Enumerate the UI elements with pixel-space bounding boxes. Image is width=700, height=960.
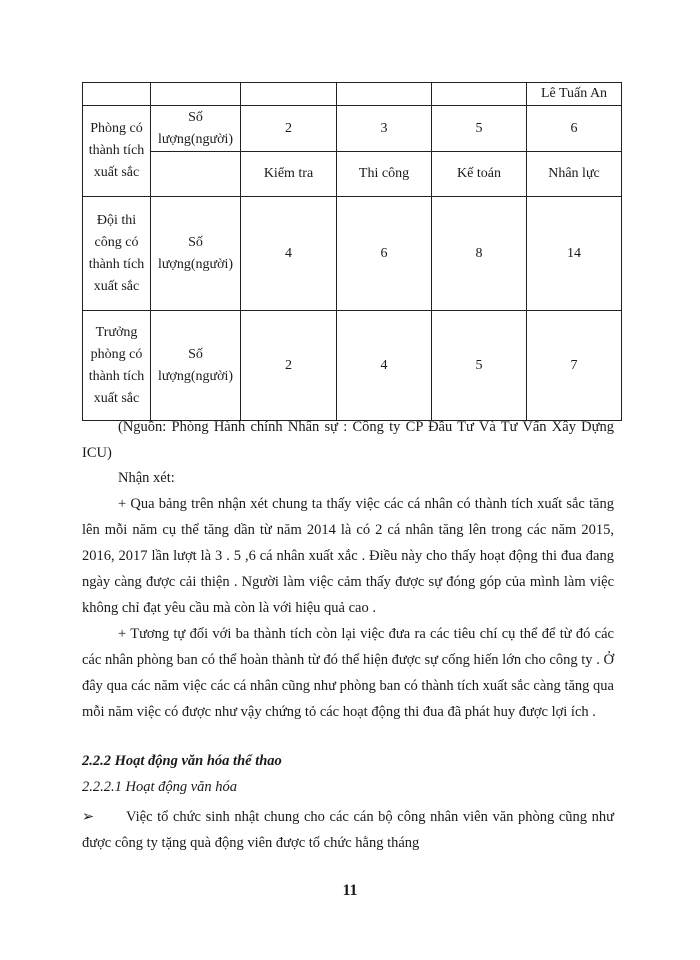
achievement-table: [82, 82, 622, 421]
table-cell: 4: [241, 197, 337, 311]
dept-header: Nhân lực: [527, 152, 622, 197]
table-cell-top-name: Lê Tuấn An: [527, 83, 622, 106]
table-row: [83, 197, 622, 311]
table-cell: 4: [337, 311, 432, 421]
dept-header: Kế toán: [432, 152, 527, 197]
subsection-heading: 2.2.2.1 Hoạt động văn hóa: [82, 779, 238, 795]
source-note: (Nguồn: Phòng Hành chính Nhân sự : Công ty CP Đầu Tư Và Tư Vấn Xây Dựng ICU): [82, 419, 614, 461]
table-cell: 6: [337, 197, 432, 311]
table-row: [83, 152, 622, 197]
table-cell: 5: [432, 311, 527, 421]
dept-header: Thi công: [337, 152, 432, 197]
table-cell: 7: [527, 311, 622, 421]
table-row: [83, 311, 622, 421]
page-number: 11: [342, 882, 358, 899]
remark-label: Nhận xét:: [118, 470, 175, 486]
row-label-doi: Đội thi công có thành tích xuất sắc: [83, 197, 151, 311]
table-cell: 2: [241, 106, 337, 152]
table-cell: 3: [337, 106, 432, 152]
arrow-bullet-icon: ➢: [82, 809, 95, 825]
row-label-truong: Trưởng phòng có thành tích xuất sắc: [83, 311, 151, 421]
table-row: [83, 106, 622, 152]
paragraph-2: + Tương tự đối với ba thành tích còn lại việc đưa ra các tiêu chí cụ thể để từ đó các các nhân phòng ban có thể hoàn thành từ đó thể hiện được sự cống hiến lớn cho công ty . Ở đây qua các năm việc các cá nhân cũng như phòng ban có thành tích xuất sắc càng tăng qua mỗi năm việc có được như vậy chứng tỏ các hoạt động thi đua đã phát huy được lợi ích .: [82, 626, 614, 720]
bullet-text: Việc tổ chức sinh nhật chung cho các cán bộ công nhân viên văn phòng cũng như được công ty tặng quà động viên được tổ chức hằng tháng: [82, 809, 614, 851]
table-row: [83, 83, 622, 106]
row-unit: Số lượng(người): [151, 106, 241, 152]
table-cell: 8: [432, 197, 527, 311]
dept-header: Kiểm tra: [241, 152, 337, 197]
table-cell: 2: [241, 311, 337, 421]
row-unit: Số lượng(người): [151, 311, 241, 421]
table-cell: 6: [527, 106, 622, 152]
bullet-item: [82, 804, 614, 856]
table-cell: 14: [527, 197, 622, 311]
row-unit: Số lượng(người): [151, 197, 241, 311]
paragraph-1: + Qua bảng trên nhận xét chung ta thấy việc các cá nhân có thành tích xuất sắc tăng lên mỗi năm cụ thể tăng dần từ năm 2014 là có 2 cá nhân tăng lên trong các năm 2015, 2016, 2017 lần lượt là 3 . 5 ,6 cá nhân xuất xắc . Điều này cho thấy hoạt động thi đua đang ngày càng được cải thiện . Người làm việc cảm thấy được sự đóng góp của mình làm việc không chỉ đạt yêu cầu mà còn là với hiệu quả cao .: [82, 496, 614, 616]
row-label-phong: Phòng có thành tích xuất sắc: [83, 106, 151, 197]
section-heading: 2.2.2 Hoạt động văn hóa thể thao: [82, 753, 282, 769]
table-cell: 5: [432, 106, 527, 152]
